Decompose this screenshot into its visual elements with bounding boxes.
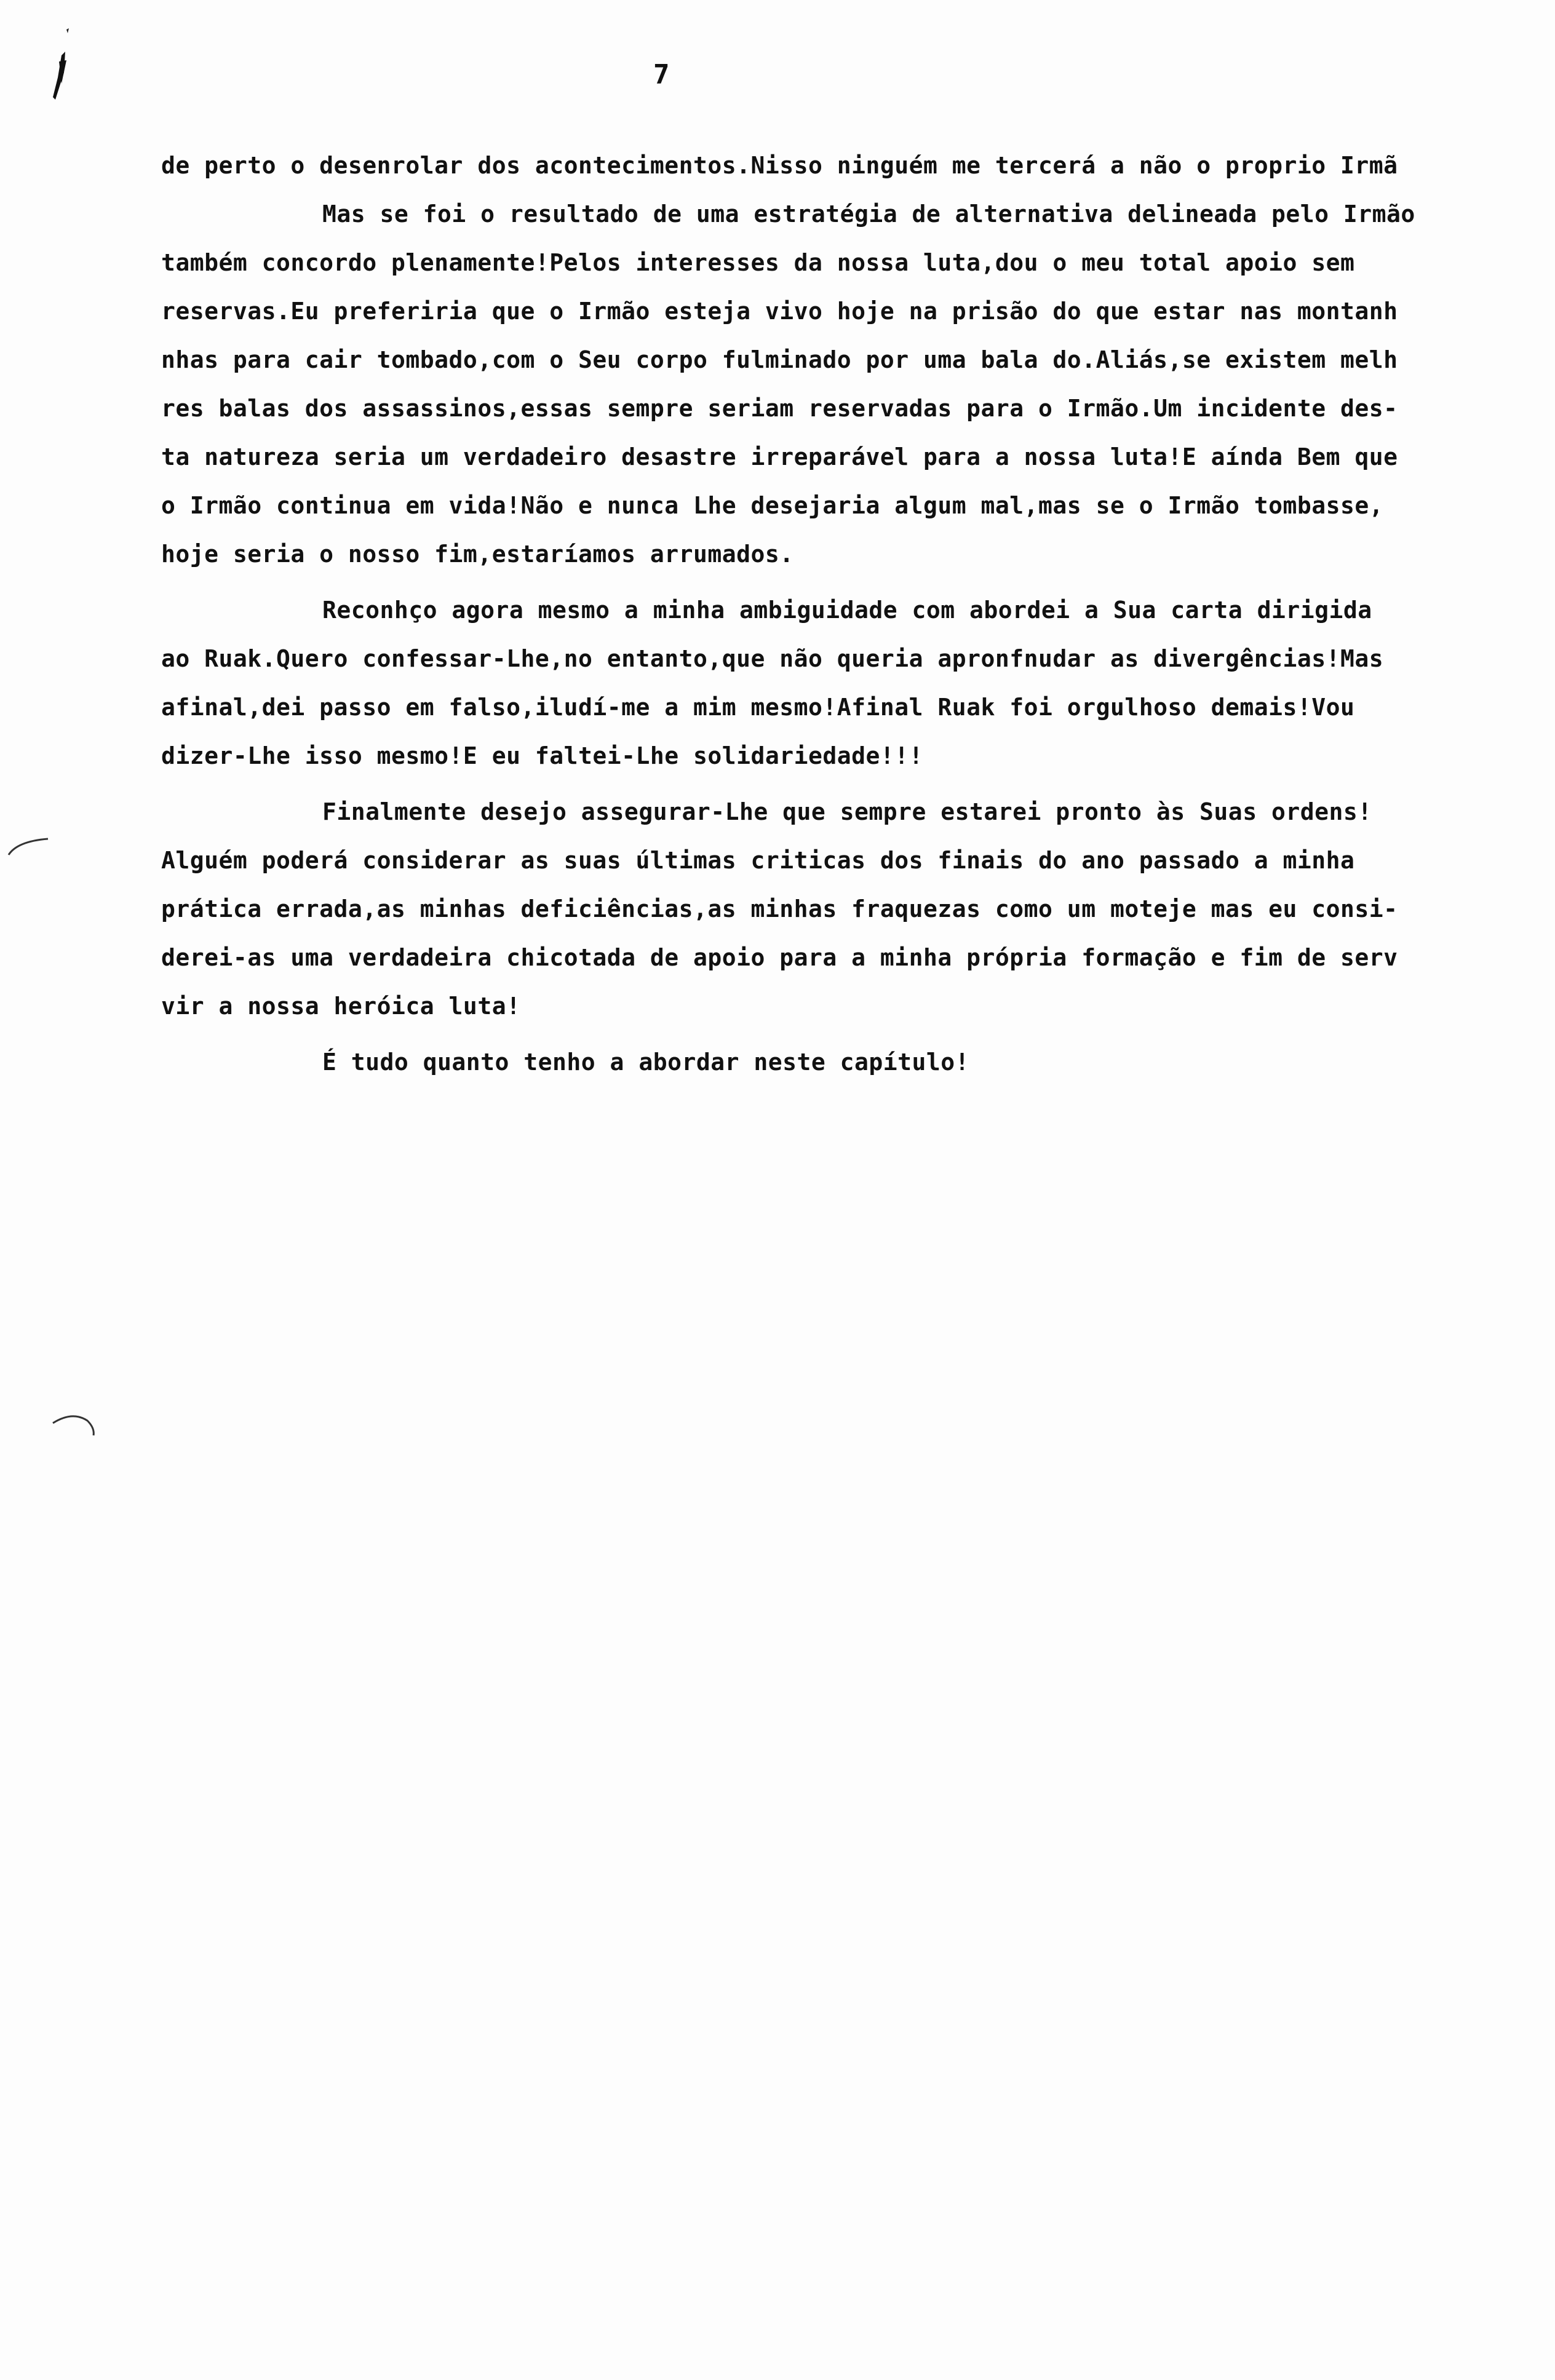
letter-body — [161, 141, 1484, 1087]
text-line: Finalmente desejo assegurar-Lhe que sempre estarei pronto às Suas ordens! — [322, 798, 1372, 825]
page-number: 7 — [653, 59, 670, 90]
text-line: hoje seria o nosso fim,estaríamos arrumados. — [161, 541, 794, 568]
text-line: o Irmão continua em vida!Não e nunca Lhe desejaria algum mal,mas se o Irmão tombasse, — [161, 492, 1384, 519]
paragraph — [161, 141, 1484, 190]
paragraph — [161, 1038, 1484, 1087]
text-line: nhas para cair tombado,com o Seu corpo fulminado por uma bala do.Aliás,se existem melh — [161, 346, 1398, 373]
text-line: ta natureza seria um verdadeiro desastre irreparável para a nossa luta!E aínda Bem que — [161, 443, 1398, 470]
text-line: prática errada,as minhas deficiências,as minhas fraquezas como um moteje mas eu consi- — [161, 895, 1398, 922]
text-line: de perto o desenrolar dos acontecimentos.Nisso ninguém me tercerá a não o proprio Irmã — [161, 152, 1398, 179]
paragraph — [161, 788, 1484, 1031]
margin-hook-mark — [49, 1408, 105, 1445]
text-line: vir a nossa heróica luta! — [161, 993, 521, 1020]
paragraph — [161, 190, 1484, 579]
text-line: também concordo plenamente!Pelos interesses da nossa luta,dou o meu total apoio sem — [161, 249, 1355, 276]
text-line: derei-as uma verdadeira chicotada de apoio para a minha própria formação e fim de serv — [161, 944, 1398, 971]
text-line: reservas.Eu preferiria que o Irmão esteja vivo hoje na prisão do que estar nas montanh — [161, 298, 1398, 325]
margin-tick-mark — [5, 830, 54, 861]
ink-blot-mark — [37, 25, 86, 105]
text-line: afinal,dei passo em falso,iludí-me a mim mesmo!Afinal Ruak foi orgulhoso demais!Vou — [161, 694, 1355, 721]
paragraph — [161, 586, 1484, 780]
text-line: É tudo quanto tenho a abordar neste capítulo! — [322, 1049, 970, 1076]
text-line: Alguém poderá considerar as suas últimas criticas dos finais do ano passado a minha — [161, 847, 1355, 874]
text-line: Mas se foi o resultado de uma estratégia de alternativa delineada pelo Irmão — [322, 200, 1415, 228]
text-line: ao Ruak.Quero confessar-Lhe,no entanto,que não queria apronfnudar as divergências!Mas — [161, 645, 1384, 672]
text-line: Reconhço agora mesmo a minha ambiguidade com abordei a Sua carta dirigida — [322, 597, 1372, 624]
text-line: dizer-Lhe isso mesmo!E eu faltei-Lhe solidariedade!!! — [161, 742, 924, 769]
text-line: res balas dos assassinos,essas sempre seriam reservadas para o Irmão.Um incidente des- — [161, 395, 1398, 422]
